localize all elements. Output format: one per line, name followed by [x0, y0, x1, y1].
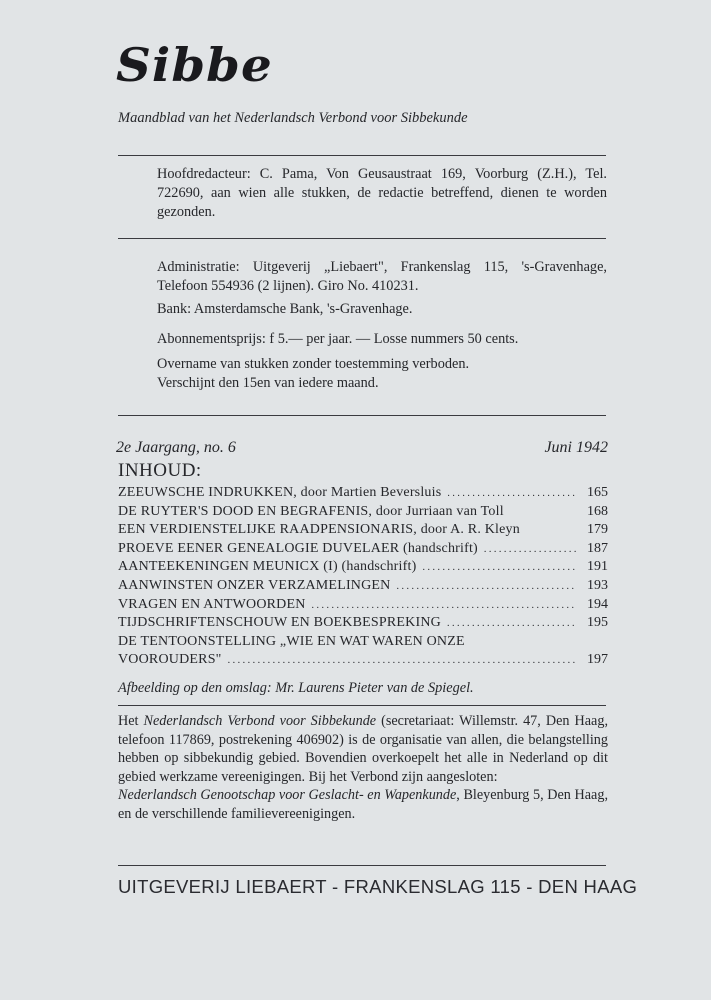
- toc-leader: [484, 541, 576, 557]
- toc-page-number: 168: [587, 503, 608, 519]
- issue-line: [116, 439, 608, 457]
- toc-entry: [118, 522, 608, 541]
- admin-address: Administratie: Uitgeverij „Liebaert", Frankenslag 115, 's-Gravenhage, Telefoon 554936 (2 lijnen). Giro No. 410231.: [157, 259, 607, 294]
- verbond-text: (secretariaat: Willemstr. 47, Den Haag, telefoon 117869, postrekening 406902) is de organisatie van allen, die belangstelling hebben op sibbekundig gebied. Bovendien overkoepelt het alle in Nederland op dit gebied werkzame vereenigingen. Bij het Verbond zijn aangesloten:: [118, 713, 608, 785]
- toc-leader: [228, 652, 576, 668]
- toc-page-number: 195: [587, 615, 608, 631]
- admin-notice-schedule: Verschijnt den 15en van iedere maand.: [157, 375, 379, 391]
- toc-entry: [118, 597, 608, 616]
- divider: [118, 415, 606, 416]
- editor-text: Hoofdredacteur: C. Pama, Von Geusaustraat 169, Voorburg (Z.H.), Tel. 722690, aan wien alle stukken, de redactie betreffend, dienen te worden gezonden.: [157, 166, 607, 220]
- toc-entry: [118, 485, 608, 504]
- verbond-block: [118, 712, 608, 824]
- toc-title: TIJDSCHRIFTENSCHOUW EN BOEKBESPREKING: [118, 615, 441, 631]
- issue-volume: 2e Jaargang, no. 6: [116, 439, 236, 456]
- toc-page-number: 179: [587, 522, 608, 538]
- toc-leader: [447, 615, 576, 631]
- toc-leader: [397, 578, 577, 594]
- masthead-logo: Sibbe: [116, 38, 273, 92]
- verbond-name: Nederlandsch Verbond voor Sibbekunde: [143, 713, 377, 729]
- toc-entry: [118, 541, 608, 560]
- genootschap-name: Nederlandsch Genootschap voor Geslacht- en Wapenkunde: [118, 787, 457, 804]
- editor-block: [157, 165, 607, 222]
- toc-page-number: 187: [587, 540, 608, 556]
- cover-caption: Afbeelding op den omslag: Mr. Laurens Pieter van de Spiegel.: [118, 680, 474, 696]
- toc-page-number: 191: [587, 559, 608, 575]
- divider: [118, 155, 606, 156]
- toc-title: AANWINSTEN ONZER VERZAMELINGEN: [118, 577, 391, 593]
- publisher-footer: UITGEVERIJ LIEBAERT - FRANKENSLAG 115 - DEN HAAG: [118, 876, 638, 897]
- divider: [118, 705, 606, 706]
- toc-page-number: 165: [587, 485, 608, 500]
- table-of-contents: [118, 485, 608, 671]
- toc-leader: [422, 559, 576, 575]
- masthead-subtitle: Maandblad van het Nederlandsch Verbond voor Sibbekunde: [118, 110, 468, 126]
- toc-title: DE RUYTER'S DOOD EN BEGRAFENIS, door Jurriaan van Toll: [118, 503, 504, 519]
- toc-leader: [312, 597, 576, 613]
- toc-entry: [118, 615, 608, 634]
- issue-date: Juni 1942: [544, 439, 608, 456]
- toc-entry: [118, 578, 608, 597]
- toc-page-number: 197: [587, 652, 608, 668]
- divider: [118, 238, 606, 239]
- toc-title: VOOROUDERS": [118, 652, 222, 668]
- toc-title: AANTEEKENINGEN MEUNICX (I) (handschrift): [118, 559, 417, 575]
- divider: [118, 865, 606, 866]
- genootschap-text: , Bleyenburg 5, Den Haag, en de verschillende familievereenigingen.: [118, 787, 608, 822]
- verbond-text: Het: [118, 713, 144, 729]
- toc-entry: [118, 504, 608, 523]
- toc-title: VRAGEN EN ANTWOORDEN: [118, 596, 306, 612]
- toc-entry: [118, 559, 608, 578]
- toc-title: DE TENTOONSTELLING „WIE EN WAT WAREN ONZE: [118, 633, 465, 649]
- toc-entry: [118, 652, 608, 671]
- admin-bank: Bank: Amsterdamsche Bank, 's-Gravenhage.: [157, 301, 413, 317]
- toc-title: EEN VERDIENSTELIJKE RAADPENSIONARIS, door A. R. Kleyn: [118, 522, 520, 538]
- toc-entry: [118, 634, 608, 653]
- toc-title: ZEEUWSCHE INDRUKKEN, door Martien Beversluis: [118, 485, 442, 500]
- toc-leader: [447, 485, 576, 501]
- toc-page-number: 194: [587, 596, 608, 612]
- admin-subscription: Abonnementsprijs: f 5.— per jaar. — Losse nummers 50 cents.: [157, 331, 519, 347]
- admin-notice-copy: Overname van stukken zonder toestemming verboden.: [157, 356, 470, 372]
- administration-block: [157, 258, 607, 393]
- toc-title: PROEVE EENER GENEALOGIE DUVELAER (handschrift): [118, 540, 478, 556]
- toc-page-number: 193: [587, 577, 608, 593]
- contents-heading: INHOUD:: [118, 460, 202, 481]
